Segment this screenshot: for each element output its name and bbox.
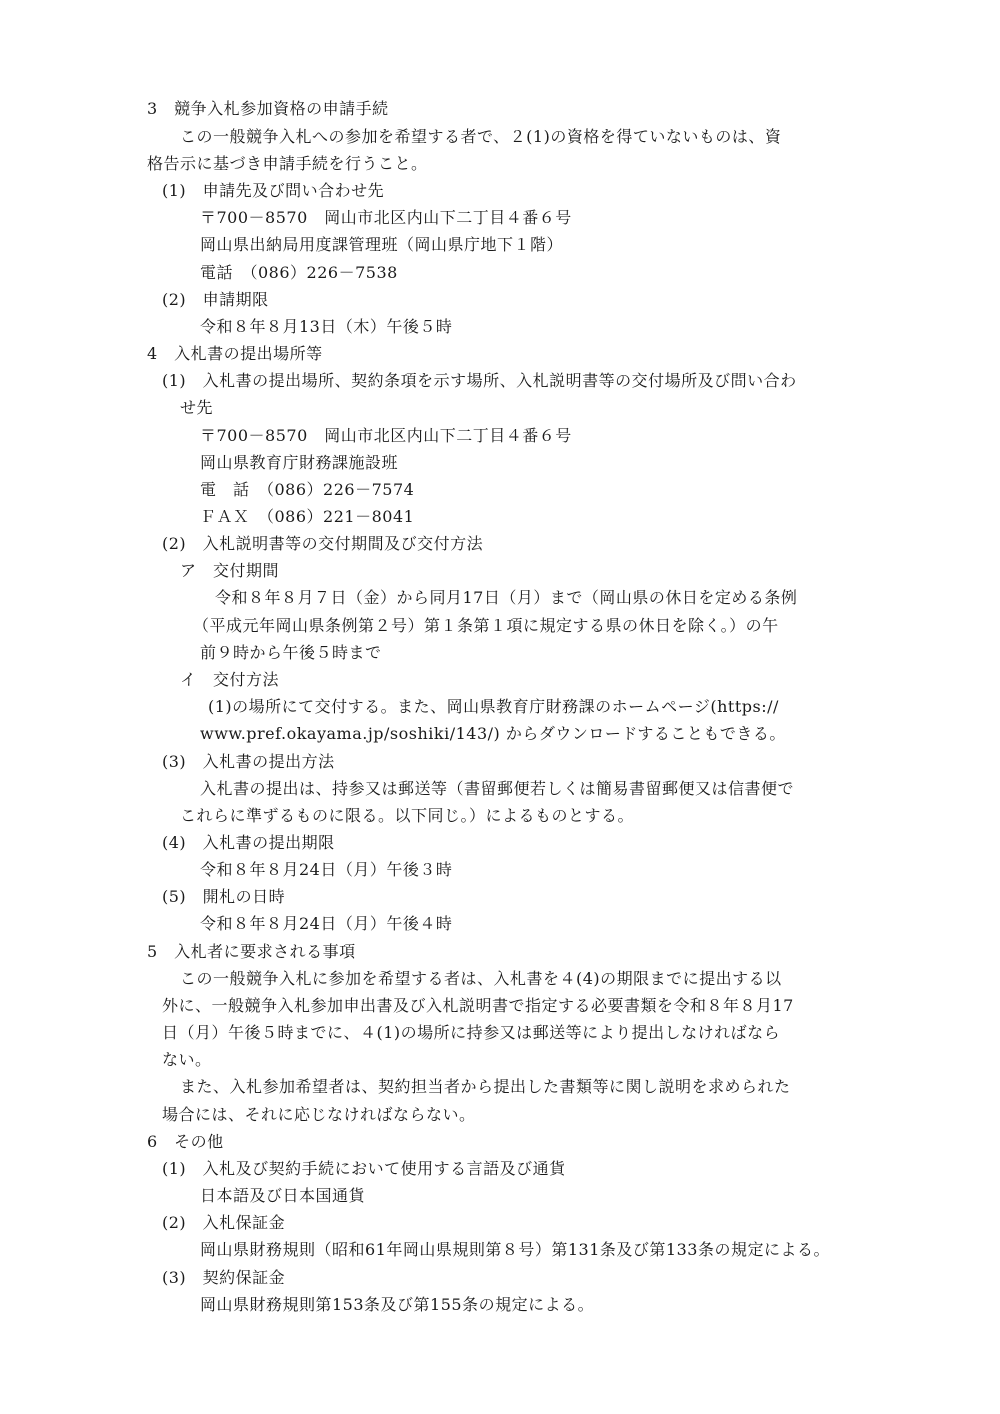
paragraph-text: 日（月）午後５時までに、４(1)の場所に持参又は郵送等により提出しなければなら [162,1023,781,1042]
office-line: 岡山県教育庁財務課施設班 [200,453,399,472]
paragraph-text: 外に、一般競争入札参加申出書及び入札説明書で指定する必要書類を令和８年８月17 [162,996,794,1015]
fax-line: ＦＡＸ （086）221－8041 [200,507,415,526]
url-line: www.pref.okayama.jp/soshiki/143/) からダウンロードすることもできる。 [200,724,786,743]
item-heading: ア 交付期間 [180,561,280,580]
section-3-heading: 3 競争入札参加資格の申請手続 [147,99,389,118]
paragraph-text: （平成元年岡山県条例第２号）第１条第１項に規定する県の休日を除く。）の午 [193,616,779,635]
office-line: 岡山県出納局用度課管理班（岡山県庁地下１階） [200,235,564,254]
phone-line: 電 話 （086）226－7574 [200,480,415,499]
paragraph-text: 入札書の提出は、持参又は郵送等（書留郵便若しくは簡易書留郵便又は信書便で [200,779,795,798]
paragraph-text: この一般競争入札に参加を希望する者は、入札書を４(4)の期限までに提出する以 [180,969,782,988]
paragraph-text: 岡山県財務規則（昭和61年岡山県規則第８号）第131条及び第133条の規定による。 [200,1240,830,1259]
item-heading: イ 交付方法 [180,670,280,689]
paragraph-text: せ先 [180,398,214,417]
subsection-heading: (1) 申請先及び問い合わせ先 [162,181,385,200]
phone-line: 電話 （086）226－7538 [200,263,398,282]
paragraph-text: 場合には、それに応じなければならない。 [162,1105,476,1124]
section-5-heading: 5 入札者に要求される事項 [147,942,356,961]
subsection-heading: (2) 入札保証金 [162,1213,286,1232]
paragraph-text: (1)の場所にて交付する。また、岡山県教育庁財務課のホームページ(https:// [208,697,779,716]
paragraph-text: ない。 [162,1050,212,1069]
paragraph-text: 令和８年８月７日（金）から同月17日（月）まで（岡山県の休日を定める条例 [215,588,798,607]
paragraph-text: 日本語及び日本国通貨 [200,1186,366,1205]
datetime-line: 令和８年８月24日（月）午後４時 [200,914,453,933]
subsection-heading: (2) 入札説明書等の交付期間及び交付方法 [162,534,484,553]
paragraph-text: 岡山県財務規則第153条及び第155条の規定による。 [200,1295,595,1314]
address-line: 〒700－8570 岡山市北区内山下二丁目４番６号 [200,208,572,227]
subsection-heading: (5) 開札の日時 [162,887,286,906]
subsection-heading: (3) 契約保証金 [162,1268,286,1287]
paragraph-text: これらに準ずるものに限る。以下同じ。）によるものとする。 [180,806,635,825]
subsection-heading: (3) 入札書の提出方法 [162,752,335,771]
paragraph-text: 前９時から午後５時まで [200,643,382,662]
subsection-heading: (4) 入札書の提出期限 [162,833,335,852]
paragraph-text: また、入札参加希望者は、契約担当者から提出した書類等に関し説明を求められた [180,1077,791,1096]
subsection-heading: (1) 入札及び契約手続において使用する言語及び通貨 [162,1159,566,1178]
section-6-heading: 6 その他 [147,1132,224,1151]
address-line: 〒700－8570 岡山市北区内山下二丁目４番６号 [200,426,572,445]
subsection-heading: (2) 申請期限 [162,290,269,309]
deadline-line: 令和８年８月24日（月）午後３時 [200,860,453,879]
section-4-heading: 4 入札書の提出場所等 [147,344,323,363]
subsection-heading: (1) 入札書の提出場所、契約条項を示す場所、入札説明書等の交付場所及び問い合わ [162,371,797,390]
deadline-line: 令和８年８月13日（木）午後５時 [200,317,453,336]
paragraph-text: 格告示に基づき申請手続を行うこと。 [147,154,428,173]
paragraph-text: この一般競争入札への参加を希望する者で、２(1)の資格を得ていないものは、資 [180,127,782,146]
